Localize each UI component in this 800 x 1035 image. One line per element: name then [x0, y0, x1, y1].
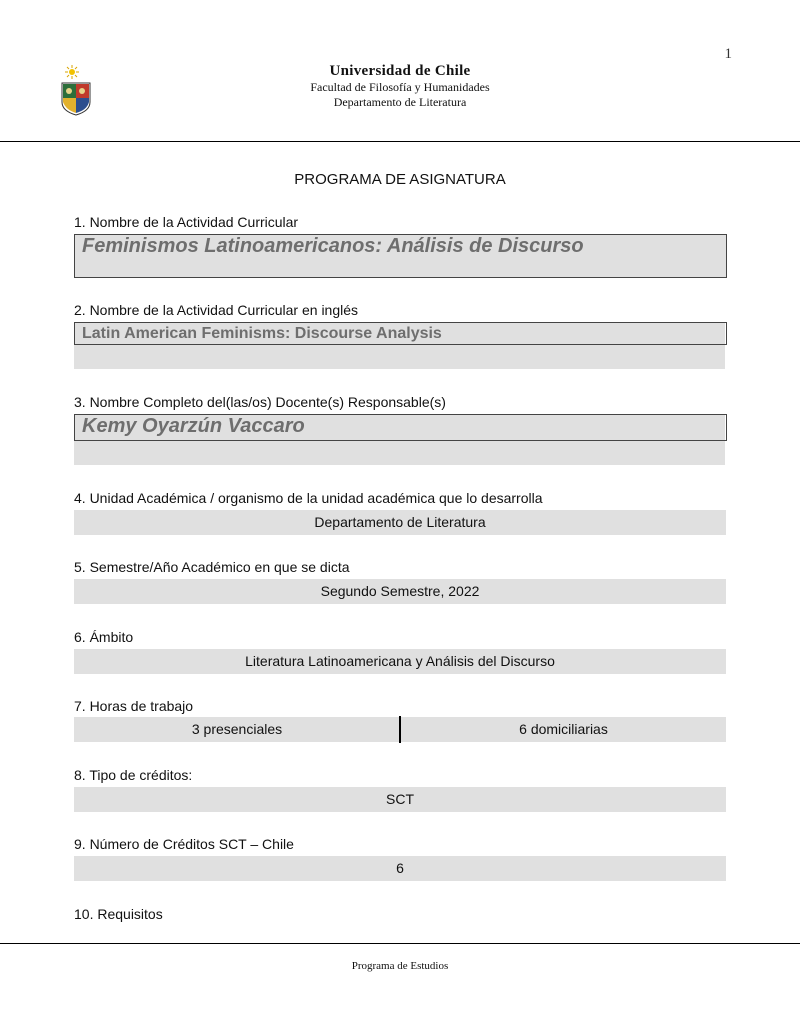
section-5-label: 5. Semestre/Año Académico en que se dicta — [74, 559, 350, 575]
scope-value: Literatura Latinoamericana y Análisis del Discurso — [74, 649, 726, 674]
section-3-label: 3. Nombre Completo del(las/os) Docente(s) Responsable(s) — [74, 394, 446, 410]
course-name-value: Feminismos Latinoamericanos: Análisis de Discurso — [82, 235, 584, 257]
hours-divider — [399, 716, 401, 743]
section-2-label: 2. Nombre de la Actividad Curricular en inglés — [74, 302, 359, 318]
hours-in-person-value: 3 presenciales — [74, 717, 400, 742]
section-9-label: 9. Número de Créditos SCT – Chile — [74, 836, 294, 852]
academic-unit-value: Departamento de Literatura — [74, 510, 726, 535]
footer-divider — [0, 943, 800, 944]
section-1-label: 1. Nombre de la Actividad Curricular — [74, 214, 299, 230]
footer-text: Programa de Estudios — [351, 960, 449, 972]
page-number: 1 — [724, 46, 732, 62]
credit-type-value: SCT — [74, 787, 726, 812]
section-8-label: 8. Tipo de créditos: — [74, 767, 193, 783]
document-title: PROGRAMA DE ASIGNATURA — [294, 171, 506, 188]
semester-value: Segundo Semestre, 2022 — [74, 579, 726, 604]
instructor-value: Kemy Oyarzún Vaccaro — [82, 415, 305, 437]
department-name: Departamento de Literatura — [333, 95, 467, 109]
section-4-label: 4. Unidad Académica / organismo de la unidad académica que lo desarrolla — [74, 490, 543, 506]
section-7-label: 7. Horas de trabajo — [74, 698, 194, 714]
faculty-name: Facultad de Filosofía y Humanidades — [310, 80, 490, 94]
course-name-english-value: Latin American Feminisms: Discourse Analysis — [82, 325, 442, 342]
hours-home-value: 6 domiciliarias — [401, 717, 726, 742]
credit-count-value: 6 — [74, 856, 726, 881]
section-6-label: 6. Ámbito — [74, 629, 134, 645]
university-name: Universidad de Chile — [329, 63, 471, 79]
header-divider — [0, 141, 800, 142]
section-10-label: 10. Requisitos — [74, 906, 163, 922]
